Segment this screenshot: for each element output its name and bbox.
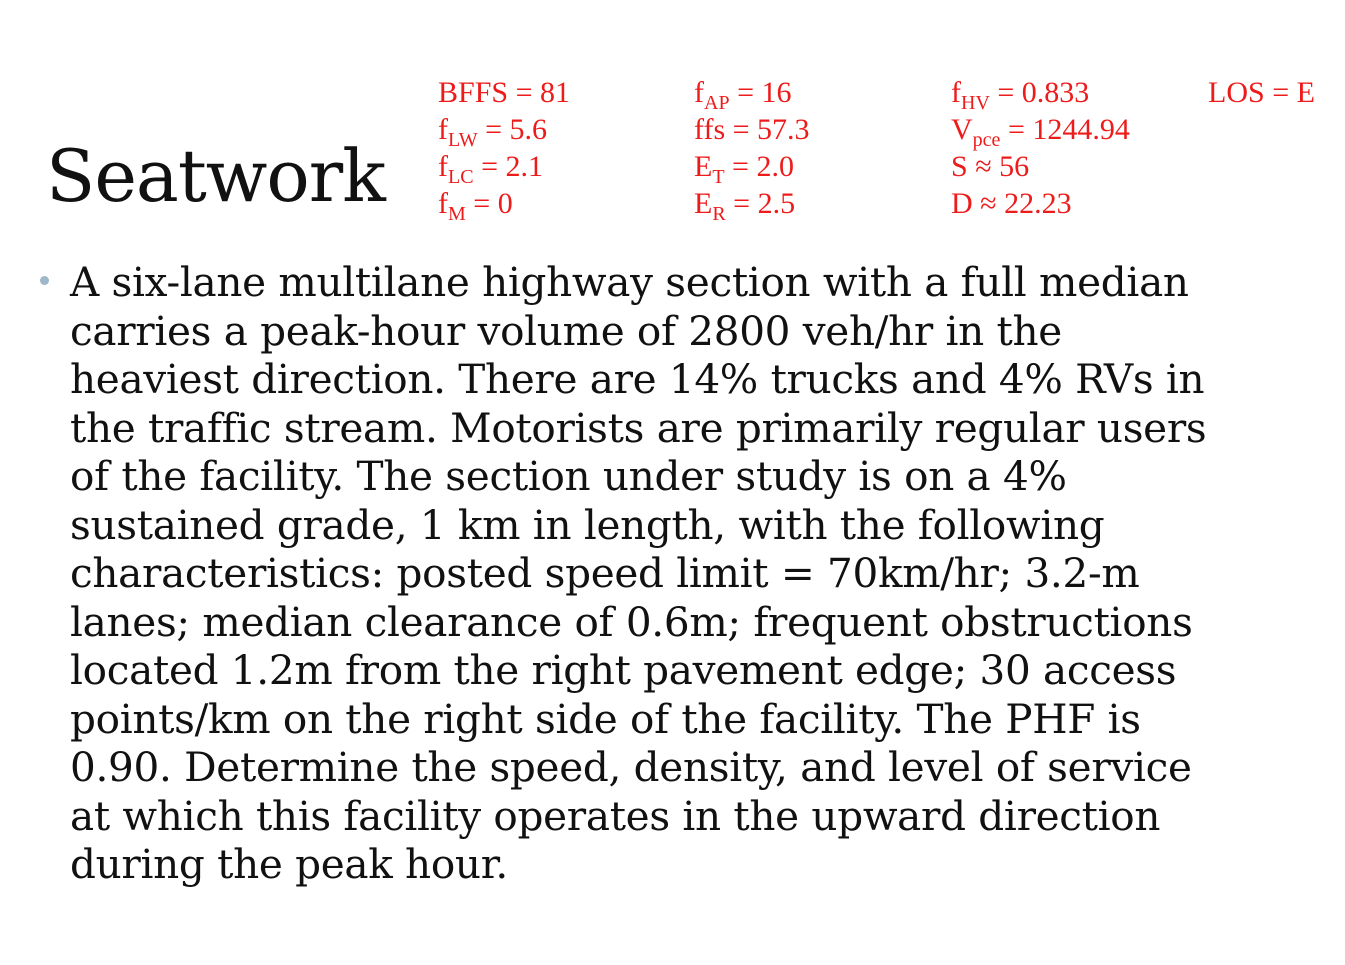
- answer-notes-column-4: [1208, 74, 1315, 111]
- problem-line: A six-lane multilane highway section with a full median: [70, 258, 1189, 306]
- problem-line: the traffic stream. Motorists are primarily regular users: [70, 403, 1207, 452]
- note-er: $E_R = 2.5$: [694, 187, 796, 225]
- bullet-icon: [40, 276, 49, 285]
- note-los: LOS = E: [1208, 76, 1315, 109]
- note-fm: $f_M = 0$: [438, 187, 513, 225]
- problem-line: points/km on the right side of the facility. The PHF is: [70, 694, 1141, 743]
- problem-line: characteristics: posted speed limit = 70km/hr; 3.2-m: [70, 549, 1140, 597]
- problem-line: sustained grade, 1 km in length, with the following: [70, 500, 1105, 549]
- problem-line: at which this facility operates in the upward direction: [70, 791, 1161, 840]
- problem-statement: [70, 258, 1330, 889]
- note-ffs: ffs = 57.3: [694, 113, 810, 146]
- answer-notes: [0, 74, 1345, 234]
- note-speed: S ≈ 56: [951, 150, 1030, 183]
- problem-line: during the peak hour.: [70, 840, 508, 888]
- problem-line: carries a peak-hour volume of 2800 veh/hr in the: [70, 306, 1062, 355]
- note-vpce: $V_{pce} = 1244.94$: [951, 113, 1130, 151]
- note-fap: $f_{AP} = 16$: [694, 76, 792, 114]
- note-et: $E_T = 2.0$: [694, 150, 794, 188]
- answer-notes-column-3: [951, 74, 1130, 222]
- note-flw: $f_{LW} = 5.6$: [438, 113, 548, 151]
- note-bffs: BFFS = 81: [438, 76, 570, 109]
- note-flc: $f_{LC} = 2.1$: [438, 150, 543, 188]
- answer-notes-column-2: [694, 74, 810, 225]
- problem-line: located 1.2m from the right pavement edge; 30 access: [70, 646, 1177, 694]
- slide-title: Seatwork: [46, 134, 385, 218]
- answer-notes-column-1: [438, 74, 570, 225]
- note-fhv: $f_{HV} = 0.833$: [951, 76, 1090, 114]
- problem-line: 0.90. Determine the speed, density, and level of service: [70, 743, 1192, 791]
- note-density: D ≈ 22.23: [951, 187, 1072, 220]
- problem-line: heaviest direction. There are 14% trucks and 4% RVs in: [70, 355, 1205, 403]
- problem-line: lanes; median clearance of 0.6m; frequent obstructions: [70, 597, 1193, 646]
- problem-line: of the facility. The section under study is on a 4%: [70, 452, 1067, 500]
